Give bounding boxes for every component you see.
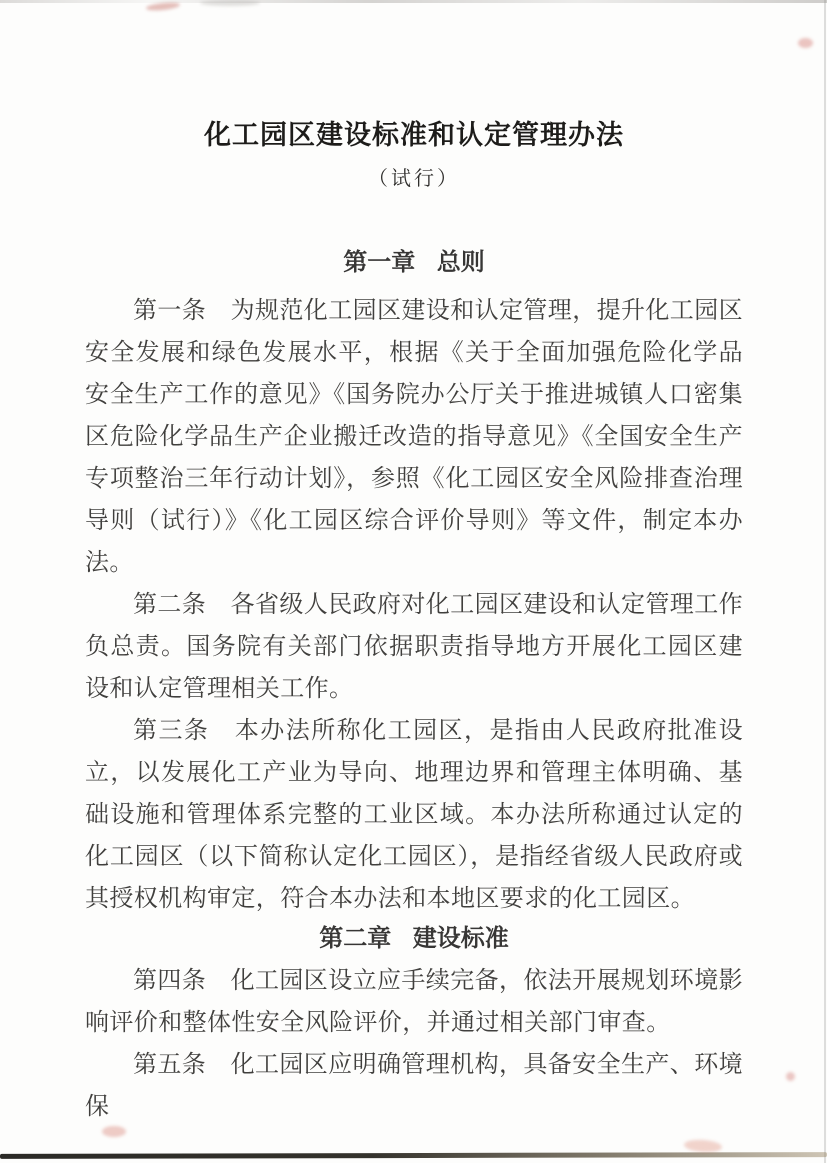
article-5: 第五条 化工园区应明确管理机构，具备安全生产、环境保 [85,1052,743,1120]
chapter-2-number: 第二章 [319,925,392,952]
red-ink-mark-right-lower [786,1072,795,1081]
chapter-2-heading [85,924,743,954]
chapter-1-number: 第一章 [343,249,416,276]
scan-bottom-edge-shadow [0,1152,827,1159]
document-title: 化工园区建设标准和认定管理办法 [204,120,624,150]
chapter-2-name: 建设标准 [412,925,509,952]
document-subtitle: （试行） [368,168,460,190]
red-ink-mark-bottom-middle [684,1139,723,1154]
scan-right-edge [824,0,826,1163]
article-3: 第三条 本办法所称化工园区，是指由人民政府批准设立，以发展化工产业为导向、地理边界和管理主体明确、基础设施和管理体系完整的工业区域。本办法所称通过认定的化工园区（以下简称认定化工园区），是指经省级人民政府或其授权机构审定，符合本办法和本地区要求的化工园区。 [85,718,743,912]
document-content [85,0,743,1128]
article-1: 第一条 为规范化工园区建设和认定管理，提升化工园区安全发展和绿色发展水平，根据《关于全面加强危险化学品安全生产工作的意见》《国务院办公厅关于推进城镇人口密集区危险化学品生产企业搬迁改造的指导意见》《全国安全生产专项整治三年行动计划》，参照《化工园区安全风险排查治理导则（试行）》《化工园区综合评价导则》等文件，制定本办法。 [85,298,743,576]
red-ink-mark-top-right [798,38,813,48]
article-2: 第二条 各省级人民政府对化工园区建设和认定管理工作负总责。国务院有关部门依据职责指导地方开展化工园区建设和认定管理相关工作。 [85,592,743,702]
chapter-1-heading [85,248,743,278]
article-4: 第四条 化工园区设立应手续完备，依法开展规划环境影响评价和整体性安全风险评价，并通过相关部门审查。 [85,968,743,1036]
chapter-1-name: 总则 [436,249,485,276]
